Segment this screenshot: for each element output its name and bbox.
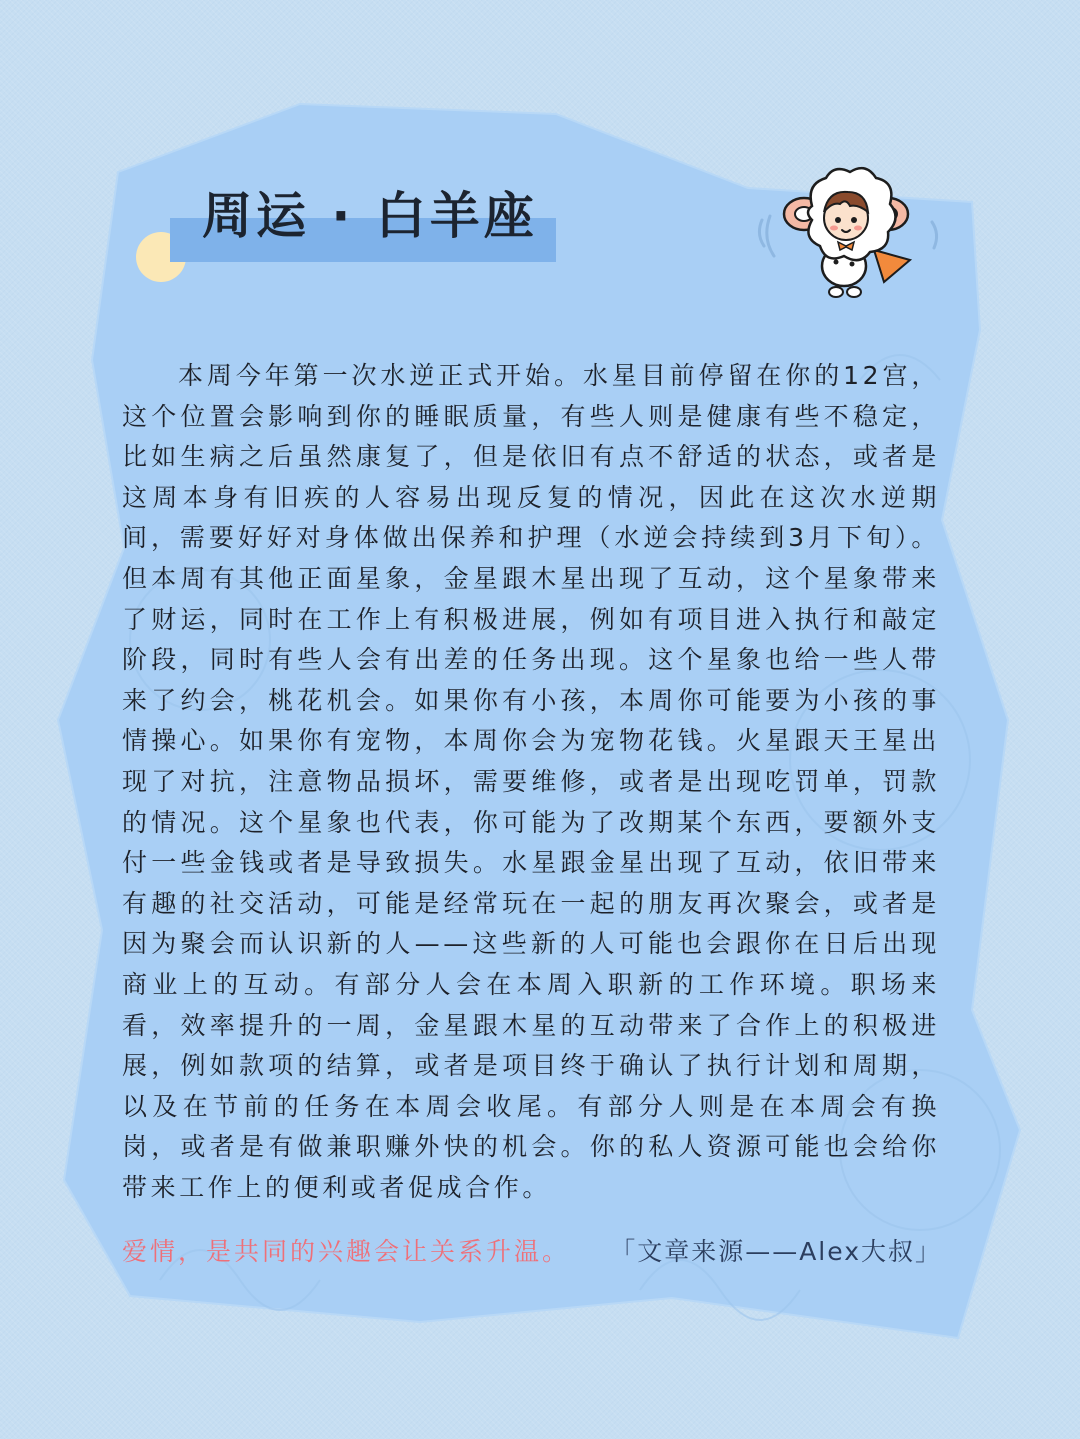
page-title: 周运 · 白羊座 bbox=[202, 187, 538, 245]
article-source: 「文章来源——Alex大叔」 bbox=[610, 1237, 942, 1266]
ram-mascot-icon bbox=[752, 166, 952, 306]
love-summary: 爱情，是共同的兴趣会让关系升温。 bbox=[122, 1237, 571, 1266]
article-body: 本周今年第一次水逆正式开始。水星目前停留在你的12宫，这个位置会影响到你的睡眠质量，有些人则是健康有些不稳定，比如生病之后虽然康复了，但是依旧有点不舒适的状态，或者是这周本身有旧疾的人容易出现反复的情况，因此在这次水逆期间，需要好好对身体做出保养和护理（水逆会持续到3月下旬）。但本周有其他正面星象，金星跟木星出现了互动，这个星象带来了财运，同时在工作上有积极进展，例如有项目进入执行和敲定阶段，同时有些人会有出差的任务出现。这个星象也给一些人带来了约会，桃花机会。如果你有小孩，本周你可能要为小孩的事情操心。如果你有宠物，本周你会为宠物花钱。火星跟天王星出现了对抗，注意物品损坏，需要维修，或者是出现吃罚单，罚款的情况。这个星象也代表，你可能为了改期某个东西，要额外支付一些金钱或者是导致损失。水星跟金星出现了互动，依旧带来有趣的社交活动，可能是经常玩在一起的朋友再次聚会，或者是因为聚会而认识新的人——这些新的人可能也会跟你在日后出现商业上的互动。有部分人会在本周入职新的工作环境。职场来看，效率提升的一周，金星跟木星的互动带来了合作上的积极进展，例如款项的结算，或者是项目终于确认了执行计划和周期，以及在节前的任务在本周会收尾。有部分人则是在本周会有换岗，或者是有做兼职赚外快的机会。你的私人资源可能也会给你带来工作上的便利或者促成合作。 bbox=[122, 361, 940, 1202]
article-footer bbox=[122, 1230, 942, 1274]
